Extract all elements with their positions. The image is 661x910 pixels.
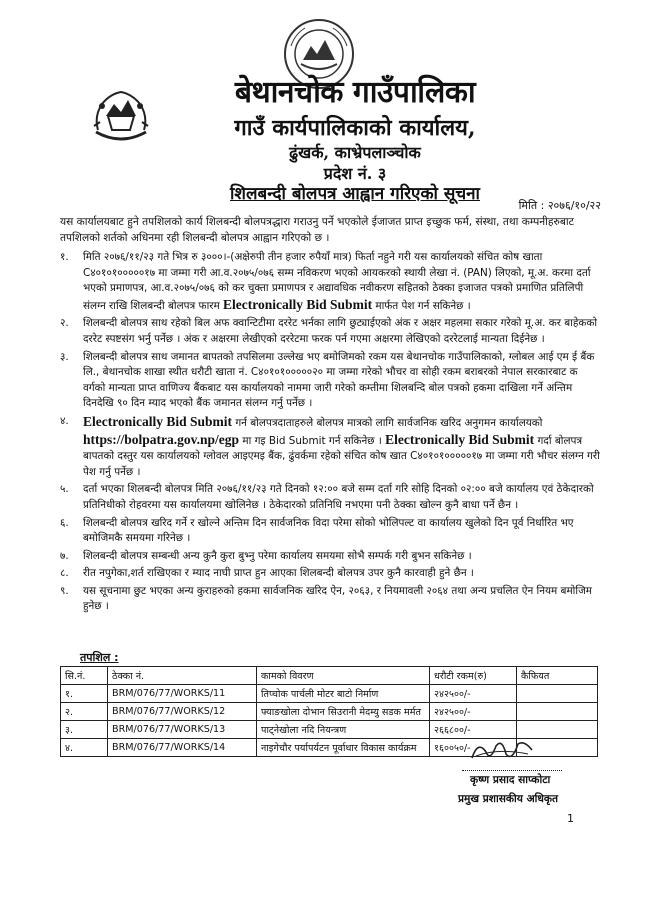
office-name: गाउँ कार्यपालिकाको कार्यालय, [234, 115, 476, 141]
intro-paragraph: यस कार्यालयबाट हुने तपशिलको कार्य शिलबन्दी बोलपत्रद्धारा गराउनु पर्ने भएकोले ईजाजत प्राप्त इच्छुक फर्म, संस्था, तथा कम्पनीहरुबाट तपशिलको शर्तको अधिनमा रही शिलबन्दी बोलपत्र आह्वान गरिएको छ । [60, 216, 575, 244]
signatory-title: प्रमुख प्रशासकीय अधिकृत [458, 793, 559, 805]
table-row: १. BRM/076/77/WORKS/11 तिप्चोक पार्चली मोटर बाटो निर्माण २४२५००/- [61, 685, 598, 703]
condition-item: ७. शिलबन्दी बोलपत्र सम्बन्धी अन्य कुनै कुरा बुभ्नु परेमा कार्यालय समयमा सोभै सम्पर्क गरी बुभन सकिनेछ । [60, 549, 472, 562]
col-contract-no: ठेक्का नं. [108, 667, 257, 685]
notice-date: मिति : २०७६/१०/२२ [518, 199, 601, 212]
conditions-list [60, 250, 600, 617]
condition-item: २. शिलबन्दी बोलपत्र साथ रहेको बिल अफ क्वान्टिटीमा दररेट भर्नका लागि छुट्याईएको अंक र अक्षर महलमा सकार गरेको मू.अ. कर बाहेकको दररेट स्पष्टसंग भर्नु पर्नेछ । अंक र अक्षरमा लेखीएको दररेटमा फरक पर्न गएमा अक्षरमा लेखिएको दररेटलाई मान्यता दिईनेछ । [60, 317, 598, 345]
col-serial: सि.नं. [61, 667, 108, 685]
table-row: ४. BRM/076/77/WORKS/14 नाइगेचौर पर्यापर्यटन पूर्वाधार विकास कार्यक्रम १६००५०/- [61, 739, 598, 757]
table-row: ३. BRM/076/77/WORKS/13 पाट्नेखोला नदि नियन्त्रण २६६८००/- [61, 721, 598, 739]
col-remarks: कैफियत [517, 667, 598, 685]
table-header-row [61, 667, 598, 685]
condition-item: ५. दर्ता भएका शिलबन्दी बोलपत्र मिति २०७६/११/२३ गते दिनको १२:०० बजे सम्म दर्ता गरि सोहि दिनको ०२:०० बजे कार्यालय एवं ठेकेदारको प्रतिनिधीको रोहवरमा यस कार्यालयमा खोलिनेछ । ठेकेदारको प्रतिनिधि नभएमा पनी ठेक्का खोल्न कुनै बाधा पर्ने छैन । [60, 483, 594, 511]
condition-item: ९. यस सूचनामा छुट भएका अन्य कुराहरुको हकमा सार्वजनिक खरिद ऐन, २०६३, र नियमावली २०६४ तथा अन्य प्रचलित ऐन नियम बमोजिम हुनेछ । [60, 584, 592, 613]
col-work-description: कामको विवरण [257, 667, 430, 685]
page-number: 1 [567, 812, 574, 825]
condition-item: ८. रीत नपुगेका,शर्त राखिएका र म्याद नाघी प्राप्त हुन आएका शिलबन्दी बोलपत्र उपर कुनै कारवाही हुने छैन । [60, 567, 474, 580]
province-name: प्रदेश नं. ३ [323, 164, 387, 183]
condition-item: ४. Electronically Bid Submit गर्न बोलपत्रदाताहरुले बोलपत्र मात्रको लागि सार्वजनिक खरिद अनुगमन कार्यालयको https://bolpatra.gov.np/egp मा गइ Bid Submit गर्न सकिनेछ । Electronically Bid Submit गर्दा बोलपत्र बापतको दस्तुर यस कार्यालयको ग्लोवल आइएमइ बैंक, ढुंवर्कमा रहेको संचित कोष खात C४०१०१०००००१७ मा जम्मा गरी भौचर संलग्न गरी पेश गर्नु पर्नेछ । [60, 413, 600, 478]
signature-line [462, 760, 562, 771]
condition-item: ६. शिलबन्दी बोलपत्र खरिद गर्ने र खोल्ने अन्तिम दिन सार्वजनिक विदा परेमा सोको भोलिपल्ट वा कार्यालय खुलेको दिन पूर्व निर्धारित भए बमोजिमकै समयमा गरिनेछ । [60, 516, 574, 545]
condition-item: ३. शिलबन्दी बोलपत्र साथ जमानत बापतको तपसिलमा उल्लेख भए बमोजिमको रकम यस बेथानचोक गाउँपालिकाको, ग्लोबल आई एम ई बैंक लि., बेथानचोक शाखा स्थीत धरौटी खाता नं. C४०१०१०००००२० मा जम्मा गरेको भौचर वा सोही रकम बराबरको नेपाल सरकारबाट क वर्गको मान्यता प्राप्त वाणिज्य बैंकबाट यस कार्यालयको नाममा जारी गरेको कम्तीमा शिलबन्दि बोल पत्रको हकमा दाखिला गर्ने अन्तिम दिनदेखि ९० दिन म्याद भएको बैंक जमानत संलग्न गर्नु पर्नेछ । [60, 350, 595, 410]
table-row: २. BRM/076/77/WORKS/12 फ्याङखोला दोभान सिउरानी मेदम्यु सडक मर्मत २४२५००/- [61, 703, 598, 721]
notice-title: शिलबन्दी बोलपत्र आह्वान गरिएको सूचना [230, 184, 480, 204]
schedule-label: तपशिल : [80, 651, 119, 664]
nepal-emblem-icon [90, 86, 152, 150]
office-address: ढुंखर्क, काभ्रेपलाञ्चोक [289, 143, 421, 162]
col-deposit-amount: धरौटी रकम(रु) [430, 667, 517, 685]
municipality-name: बेथानचोक गाउँपालिका [234, 75, 476, 110]
condition-item: १. मिति २०७६/११/२३ गते भित्र रु ३०००।-(अक्षेरुपी तीन हजार रुपैयाँ मात्र) फिर्ता नहुने गरी यस कार्यालयको संचित कोष खाता C४०१०१०००००१७ मा जम्मा गरी आ.व.२०७५/०७६ सम्म नविकरण भएको आयकरको स्थायी लेखा नं. (PAN) लिएको, मू.अ. करमा दर्ता भएको प्रमाणपत्र, आ.व.२०७५/०७६ को कर चुक्ता प्रमाणपत्र र अद्यावधिक नवीकरण सहितको ठेक्का इजाजत पत्रको प्रमाणित प्रतिलिपी संलग्न राखि शिलबन्दी बोलपत्र फारम Electronically Bid Submit मार्फत पेश गर्न सकिनेछ । [60, 251, 591, 312]
egp-url[interactable]: https://bolpatra.gov.np/egp [83, 431, 240, 447]
signatory-name: कृष्ण प्रसाद साप्कोटा [470, 774, 551, 786]
